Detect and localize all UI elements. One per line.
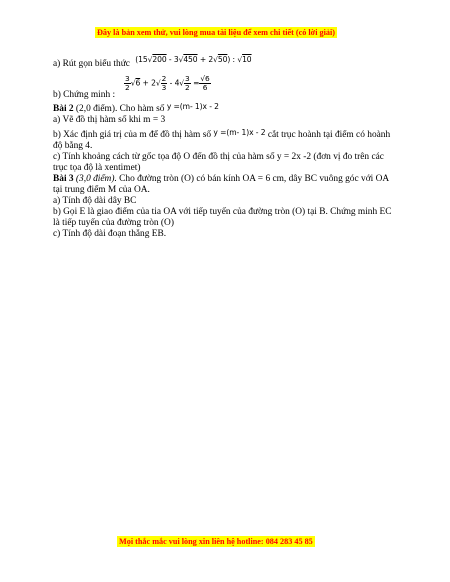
part-a-label: a) Rút gọn biểu thức (53, 59, 130, 69)
bai3-title: Bài 3 (53, 174, 74, 184)
bai2-part-b: b) Xác định giá trị của m để đồ thị hàm số $^{y =(m- 1)x - 2}$ cắt trục hoành tại điểm có hoành độ bằng 4. (53, 128, 391, 151)
bai2-part-a: a) Vẽ đồ thị hàm số khi m = 3 (53, 115, 166, 125)
bai2-points: (2,0 điểm). Cho hàm số (73, 104, 167, 114)
hotline-banner: Mọi thắc mắc vui lòng xin liên hệ hotline: 084 283 45 85 (119, 537, 313, 546)
bai3-part-a: a) Tính độ dài dây BC (53, 196, 137, 206)
bai3-points: (3,0 điểm). (73, 174, 117, 184)
part-b-label: b) Chứng minh : (53, 90, 116, 100)
document-body (53, 56, 398, 240)
bai3-part-c: c) Tính độ dài đoạn thẳng EB. (53, 229, 167, 239)
part-b-expression: $\frac{3}{2}$ √6 + 2√ $\frac{2}{3}$ - 4√ $\frac{3}{2}$ = $\frac{√6}{6}$ (125, 74, 210, 92)
part-a-expression: (15√200 - 3√450 + 2√50) : √10 (135, 55, 252, 64)
bai3-heading (53, 174, 398, 196)
bai2-heading (53, 103, 398, 115)
bai2-function: y =(m- 1)x - 2 (166, 102, 219, 111)
part-a (53, 55, 398, 70)
preview-banner: Đây là bản xem thử, vui lòng mua tài liệu để xem chi tiết (có lời giải) (97, 28, 336, 37)
bai3-part-b: b) Gọi E là giao điểm của tia OA với tiếp tuyến của đường tròn (O) tại B. Chứng minh EC là tiếp tuyến của đường tròn (O) (53, 207, 392, 228)
bai2-part-c: c) Tính khoảng cách từ gốc tọa độ O đến đồ thị của hàm số y = 2x -2 (đơn vị đo trên các trục tọa độ là xentimet) (53, 152, 384, 173)
part-b (53, 75, 398, 101)
bai3-intro: Cho đường tròn (O) có bán kính OA = 6 cm, dây BC vuông góc với OA tại trung điểm M của OA. (53, 174, 389, 195)
bai2-title: Bài 2 (53, 104, 74, 114)
